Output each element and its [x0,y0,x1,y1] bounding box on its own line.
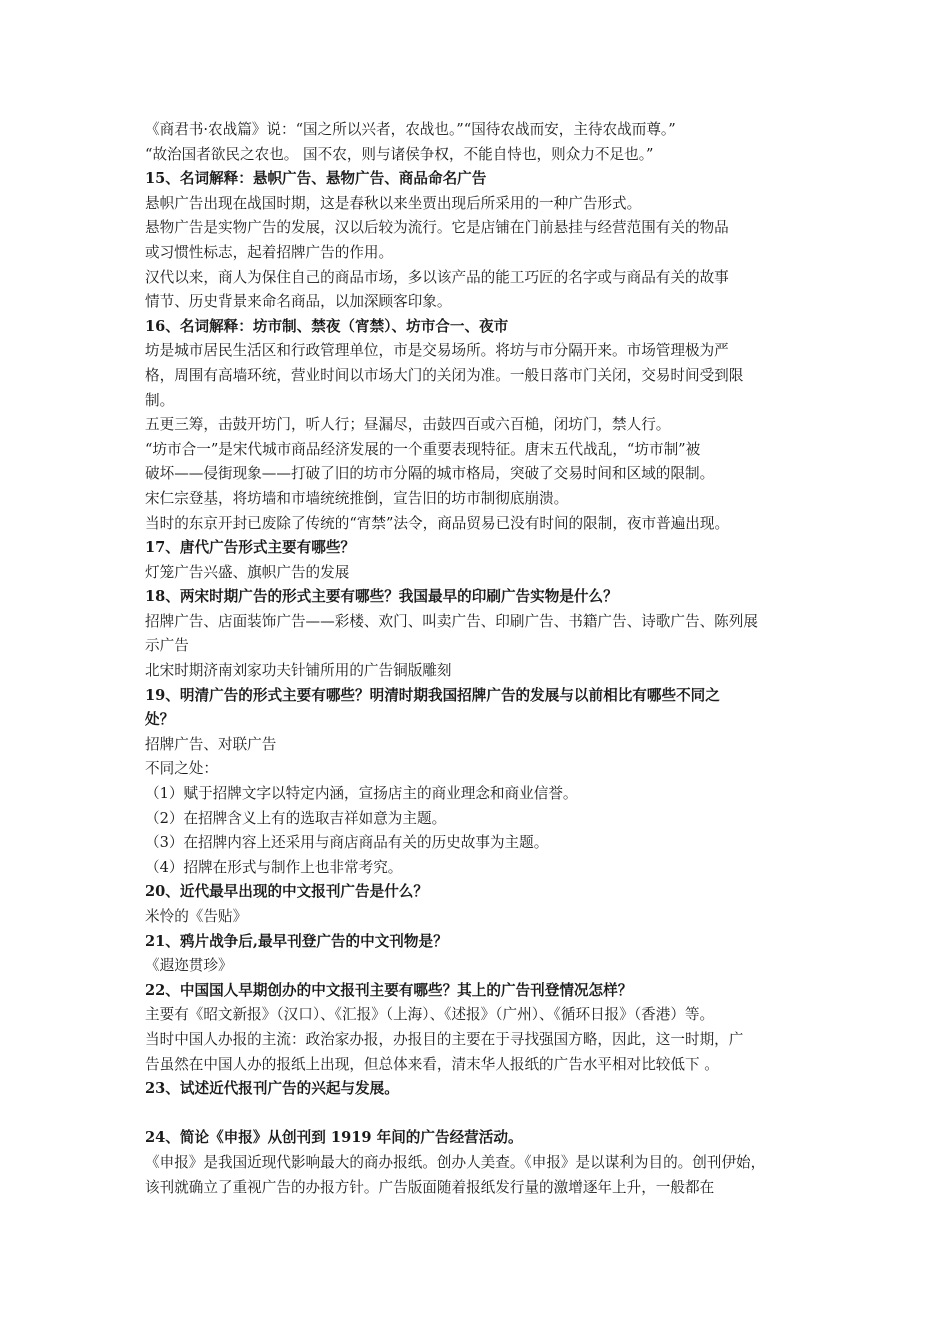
text-line: 《遐迩贯珍》 [145,957,233,975]
text-line: 北宋时期济南刘家功夫针铺所用的广告铜版雕刻 [145,662,452,680]
text-line: 当时的东京开封已废除了传统的“宵禁”法令，商品贸易已没有时间的限制，夜市普遍出现。 [145,514,730,532]
text-line: 制。 [145,391,175,409]
question-heading: 处？ [145,711,175,729]
text-line: 该刊就确立了重视广告的办报方针。广告版面随着报纸发行量的激增逐年上升，一般都在 [145,1178,715,1196]
text-line: 告虽然在中国人办的报纸上出现，但总体来看，清末华人报纸的广告水平相对比较低下 。 [145,1055,719,1073]
question-heading: 23、试述近代报刊广告的兴起与发展。 [145,1080,399,1098]
text-line: 当时中国人办报的主流：政治家办报，办报目的主要在于寻找强国方略，因此，这一时期，广 [145,1030,744,1048]
text-line: 坊是城市居民生活区和行政管理单位，市是交易场所。将坊与市分隔开来。市场管理极为严 [145,342,729,360]
text-line: 招牌广告、店面装饰广告——彩楼、欢门、叫卖广告、印刷广告、书籍广告、诗歌广告、陈列展 [145,612,758,630]
text-line: 五更三筹，击鼓开坊门，听人行；昼漏尽，击鼓四百或六百槌，闭坊门，禁人行。 [145,416,671,434]
text-line: （2）在招牌含义上有的选取吉祥如意为主题。 [145,809,447,827]
question-heading: 20、近代最早出现的中文报刊广告是什么？ [145,883,428,901]
question-heading: 16、名词解释：坊市制、禁夜（宵禁）、坊市合一、夜市 [145,317,509,335]
text-line: 或习惯性标志，起着招牌广告的作用。 [145,243,394,261]
question-heading: 24、简论《申报》从创刊到 1919 年间的广告经营活动。 [145,1129,523,1147]
text-line [145,1102,820,1127]
text-line: （3）在招牌内容上还采用与商店商品有关的历史故事为主题。 [145,834,549,852]
text-line: 情节、历史背景来命名商品，以加深顾客印象。 [145,293,452,311]
text-line: “坊市合一”是宋代城市商品经济发展的一个重要表现特征。唐末五代战乱，“坊市制”被 [145,440,701,458]
text-line: “故治国者欲民之农也。 国不农，则与诸侯争权，不能自恃也，则众力不足也。” [145,145,654,163]
question-heading: 19、明清广告的形式主要有哪些？明清时期我国招牌广告的发展与以前相比有哪些不同之 [145,686,720,704]
question-heading: 17、唐代广告形式主要有哪些？ [145,539,356,557]
text-line: 《商君书·农战篇》说：“国之所以兴者，农战也。”“国待农战而安，主待农战而尊。” [145,121,676,138]
text-line: 汉代以来，商人为保住自己的商品市场，多以该产品的能工巧匠的名字或与商品有关的故事 [145,268,729,286]
text-line: （1）赋于招牌文字以特定内涵，宣扬店主的商业理念和商业信誉。 [145,785,578,803]
text-line: 破坏——侵街现象——打破了旧的坊市分隔的城市格局，突破了交易时间和区域的限制。 [145,465,715,483]
question-heading: 22、中国国人早期创办的中文报刊主要有哪些？其上的广告刊登情况怎样？ [145,981,633,999]
text-line: 悬帜广告出现在战国时期，这是春秋以来坐贾出现后所采用的一种广告形式。 [145,194,642,212]
text-line: 招牌广告、对联广告 [145,735,277,753]
text-line: 示广告 [145,637,189,655]
text-line: 格，周围有高墙环统，营业时间以市场大门的关闭为准。一般日落市门关闭，交易时间受到限 [145,366,744,384]
text-line: 宋仁宗登基，将坊墙和市墙统统推倒，宣告旧的坊市制彻底崩溃。 [145,489,569,507]
text-line: （4）招牌在形式与制作上也非常考究。 [145,858,403,876]
question-heading: 18、两宋时期广告的形式主要有哪些？我国最早的印刷广告实物是什么？ [145,588,618,606]
text-line: 悬物广告是实物广告的发展，汉以后较为流行。它是店铺在门前悬挂与经营范围有关的物品 [145,219,729,237]
text-line: 不同之处： [145,760,218,778]
question-heading: 15、名词解释：悬帜广告、悬物广告、商品命名广告 [145,170,487,188]
text-line: 《申报》是我国近现代影响最大的商办报纸。创办人美查。《申报》是以谋利为目的。创刊伊始， [145,1153,766,1171]
text-line: 灯笼广告兴盛、旗帜广告的发展 [145,563,350,581]
text-line: 米怜的《告贴》 [145,908,248,925]
text-line: 主要有《昭文新报》（汉口）、《汇报》（上海）、《述报》（广州）、《循环日报》（香港）等。 [145,1006,715,1024]
question-heading: 21、鸦片战争后,最早刊登广告的中文刊物是？ [145,932,448,950]
